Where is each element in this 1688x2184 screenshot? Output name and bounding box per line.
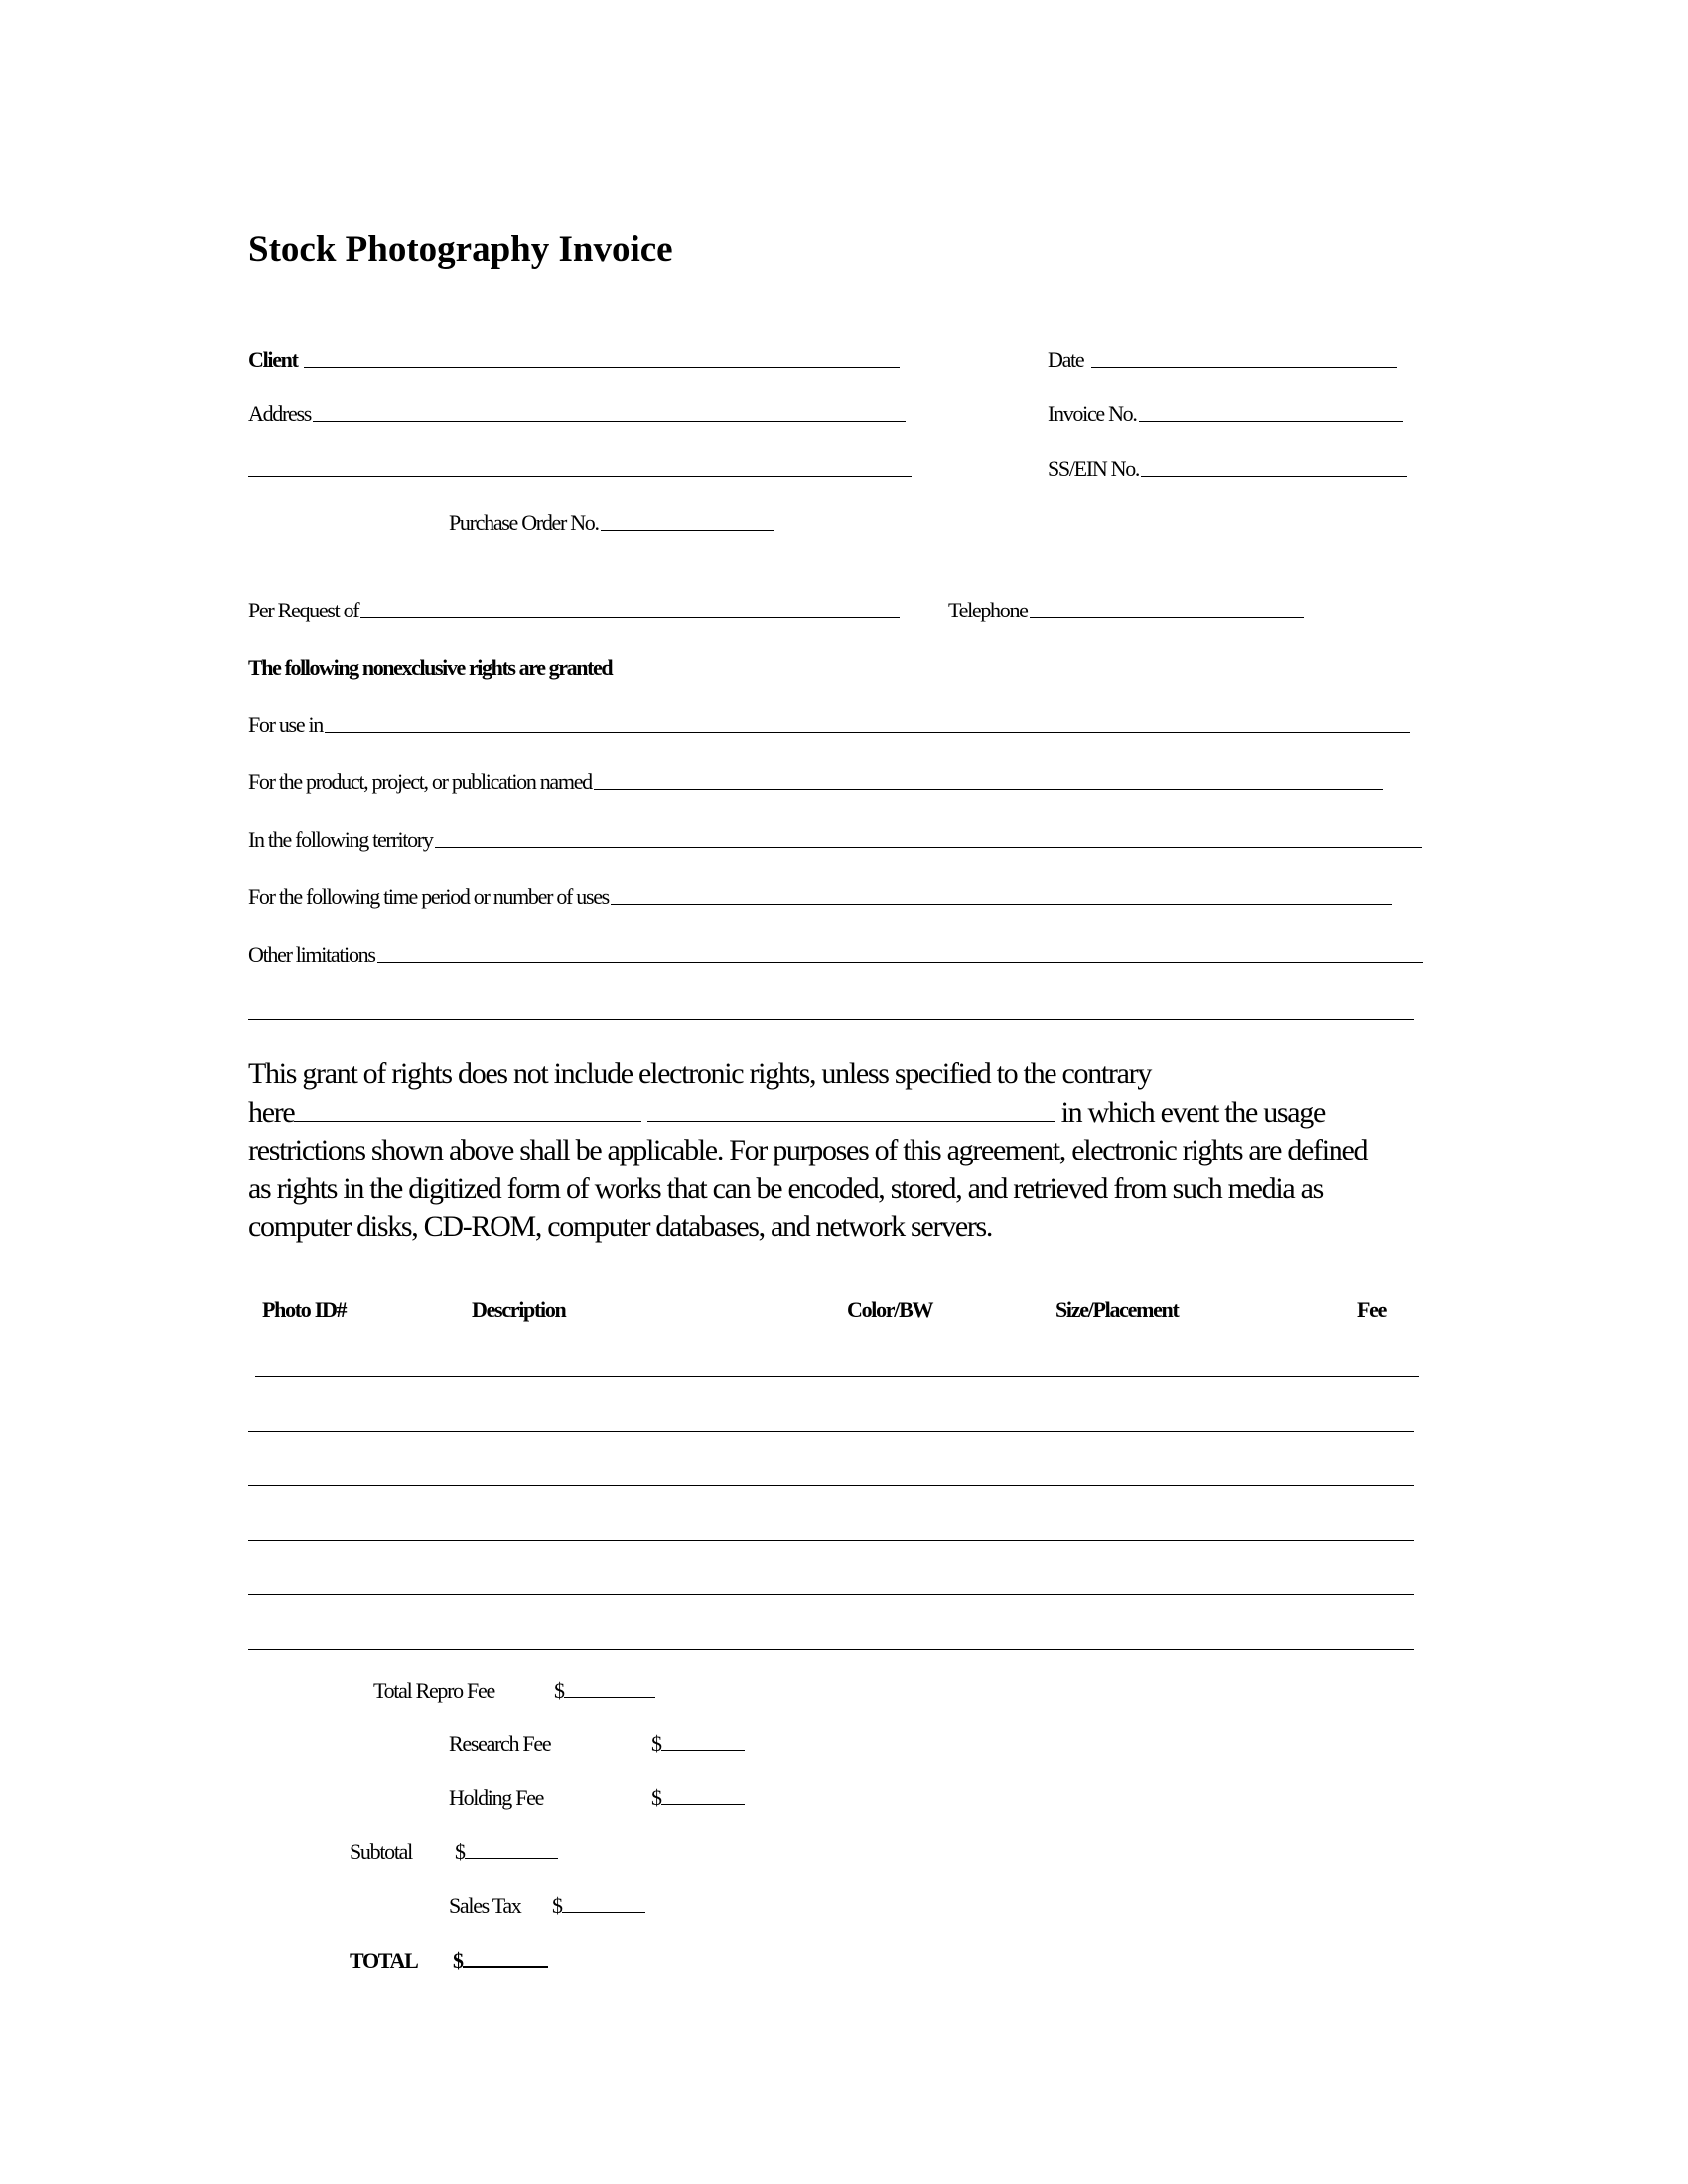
paragraph-line-5: computer disks, CD-ROM, computer databases, and network servers. (248, 1210, 993, 1243)
holding-fee-label: Holding Fee (449, 1785, 544, 1810)
total-currency: $ (453, 1948, 463, 1973)
product-named-blank[interactable] (594, 769, 1383, 790)
per-request-blank[interactable] (360, 598, 900, 618)
invoice-no-field[interactable] (1048, 401, 1403, 431)
date-field[interactable] (1048, 347, 1397, 377)
col-fee: Fee (1357, 1297, 1387, 1322)
research-fee-label: Research Fee (449, 1731, 551, 1756)
time-period-blank[interactable] (611, 885, 1392, 905)
subtotal-label: Subtotal (350, 1840, 412, 1864)
ssein-no-blank[interactable] (1141, 456, 1407, 477)
sales-tax-blank[interactable] (562, 1892, 645, 1913)
table-row[interactable] (248, 1648, 1414, 1650)
purchase-order-blank[interactable] (601, 510, 774, 531)
col-size-placement: Size/Placement (1055, 1297, 1179, 1322)
paragraph-line-1: This grant of rights does not include electronic rights, unless specified to the contrary (248, 1057, 1152, 1090)
total-row (350, 1946, 548, 1974)
electronic-rights-blank-1[interactable] (294, 1099, 641, 1122)
research-fee-row (449, 1730, 745, 1757)
paragraph-line-3: restrictions shown above shall be applicable. For purposes of this agreement, electronic rights are defined (248, 1134, 1368, 1166)
client-blank[interactable] (304, 347, 900, 368)
address-blank[interactable] (313, 401, 906, 422)
paragraph-line-4: as rights in the digitized form of works that can be encoded, stored, and retrieved from such media as (248, 1171, 1324, 1205)
territory-field[interactable] (248, 827, 1422, 857)
territory-label: In the following territory (248, 827, 433, 852)
product-named-field[interactable] (248, 769, 1383, 799)
date-blank[interactable] (1091, 347, 1397, 368)
table-row[interactable] (248, 1593, 1414, 1595)
other-limitations-label: Other limitations (248, 942, 375, 967)
holding-fee-currency: $ (651, 1785, 661, 1810)
paragraph-line-2 (248, 1094, 1450, 1133)
col-color-bw: Color/BW (847, 1297, 933, 1322)
table-row[interactable] (248, 1539, 1414, 1541)
per-request-label: Per Request of (248, 598, 359, 622)
research-fee-currency: $ (651, 1731, 661, 1756)
total-repro-fee-row (373, 1677, 655, 1704)
ssein-no-field[interactable] (1048, 456, 1407, 485)
holding-fee-row (449, 1784, 745, 1811)
sales-tax-row (449, 1892, 645, 1919)
sales-tax-currency: $ (552, 1893, 562, 1918)
subtotal-row (350, 1839, 558, 1865)
for-use-in-label: For use in (248, 712, 324, 737)
other-limitations-field[interactable] (248, 942, 1423, 972)
date-label: Date (1048, 347, 1084, 372)
territory-blank[interactable] (435, 827, 1422, 848)
total-repro-fee-currency: $ (554, 1678, 564, 1703)
paragraph-in-which: in which event the usage (1055, 1095, 1325, 1129)
invoice-no-blank[interactable] (1139, 401, 1403, 422)
purchase-order-field[interactable] (449, 510, 774, 540)
col-photo-id: Photo ID# (262, 1297, 347, 1322)
subtotal-blank[interactable] (465, 1839, 558, 1859)
address-label: Address (248, 401, 312, 426)
address-line-2[interactable] (248, 475, 912, 477)
total-blank[interactable] (463, 1946, 548, 1968)
product-named-label: For the product, project, or publication named (248, 769, 592, 794)
col-description: Description (472, 1297, 566, 1322)
time-period-label: For the following time period or number of uses (248, 885, 609, 909)
total-repro-fee-label: Total Repro Fee (373, 1678, 494, 1703)
holding-fee-blank[interactable] (661, 1784, 745, 1805)
telephone-blank[interactable] (1030, 598, 1304, 618)
paragraph-here: here (248, 1095, 295, 1129)
subtotal-currency: $ (455, 1840, 465, 1864)
purchase-order-label: Purchase Order No. (449, 510, 599, 535)
telephone-field[interactable] (948, 598, 1304, 627)
other-limitations-line-2[interactable] (248, 1018, 1414, 1020)
rights-heading: The following nonexclusive rights are granted (248, 655, 613, 680)
client-label: Client (248, 347, 298, 372)
research-fee-blank[interactable] (661, 1730, 745, 1751)
other-limitations-blank[interactable] (377, 942, 1423, 963)
per-request-field[interactable] (248, 598, 900, 627)
address-field[interactable] (248, 401, 906, 431)
electronic-rights-blank-2[interactable] (647, 1099, 1055, 1122)
total-label: TOTAL (350, 1948, 418, 1973)
time-period-field[interactable] (248, 885, 1392, 914)
ssein-no-label: SS/EIN No. (1048, 456, 1140, 480)
for-use-in-blank[interactable] (325, 712, 1410, 733)
electronic-rights-paragraph (248, 1055, 1450, 1247)
table-row[interactable] (255, 1375, 1419, 1377)
invoice-no-label: Invoice No. (1048, 401, 1137, 426)
table-row[interactable] (248, 1430, 1414, 1432)
for-use-in-field[interactable] (248, 712, 1410, 742)
total-repro-fee-blank[interactable] (564, 1677, 655, 1698)
client-field[interactable] (248, 347, 900, 377)
telephone-label: Telephone (948, 598, 1028, 622)
table-row[interactable] (248, 1484, 1414, 1486)
sales-tax-label: Sales Tax (449, 1893, 521, 1918)
page-title: Stock Photography Invoice (248, 229, 673, 270)
